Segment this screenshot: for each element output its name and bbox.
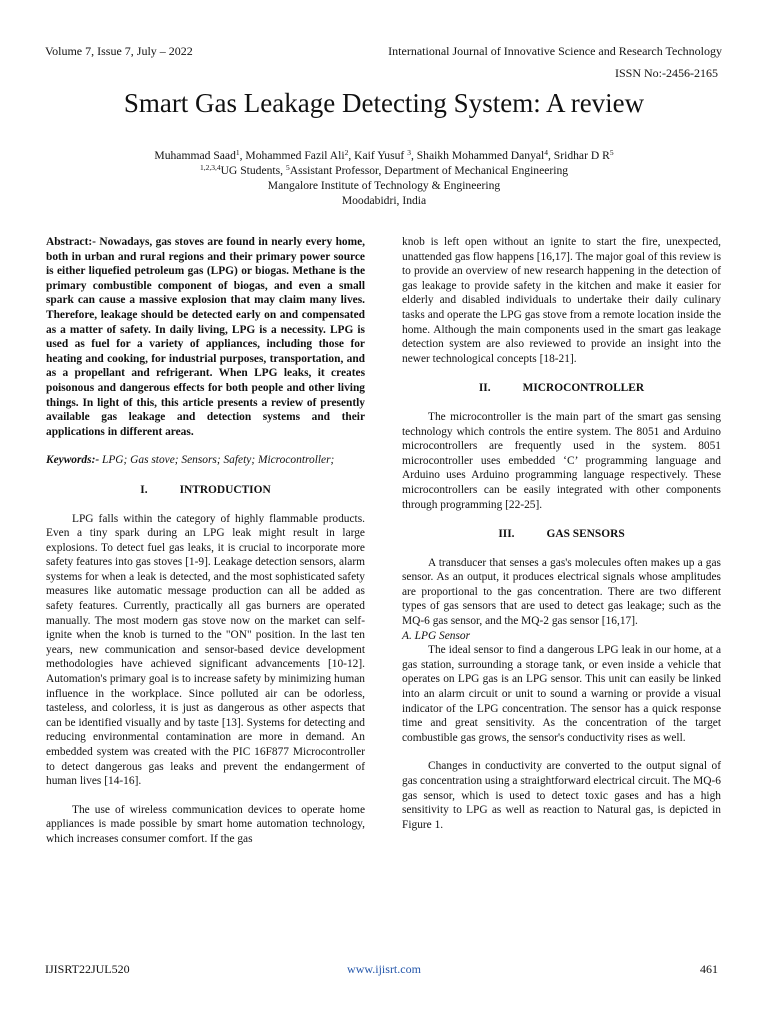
keywords: [46, 453, 365, 468]
affiliation-sup: 5: [285, 163, 290, 172]
volume-info: Volume 7, Issue 7, July – 2022: [45, 44, 193, 58]
intro-paragraph-1: LPG falls within the category of highly flammable products. Even a tiny spark during an LPG leak might result in large explosions. To detect fuel gas leaks, it is crucial to incorporate more safety features into gas stoves [1-9]. Leakage detection sensors, alarm systems for when a leak is detected, and the most sophisticated safety measures like automatic message production can all be added as safety features. Currently, practically all gas burners are operated manually. The most modern gas stove now on the market can self-ignite when the knob is turned to the "ON" position. In the last ten years, new communication and sensor-based device development methodologies have achieved significant advancements [10-12]. Automation's primary goal is to increase safety by minimizing human influence in the workplace. Since polluted air can be odorless, tasteless, and colorless, it is just as dangerous as other aspects that can be identified visually and by taste [13]. Systems for detecting and reducing environmental contamination are more in demand. An embedded system was created with the PIC 16F877 Microcontroller to detect dangerous gas leaks and prevent the endangerment of human lives [14-16].: [46, 512, 365, 788]
author-name: , Shaikh Mohammed Danyal: [410, 149, 545, 162]
left-column: [46, 235, 365, 847]
affiliation: [0, 163, 768, 178]
issn: ISSN No:-2456-2165: [614, 66, 718, 80]
page-number: 461: [700, 962, 718, 976]
section-title: INTRODUCTION: [179, 483, 271, 496]
section-number: II.: [478, 382, 491, 395]
author-sup: 5: [609, 148, 614, 157]
author-block: [0, 148, 768, 208]
author-sup: 1: [235, 148, 240, 157]
author-name: Muhammad Saad: [154, 149, 236, 162]
author-name: , Sridhar D R: [548, 149, 610, 162]
intro-continued: knob is left open without an ignite to start the fire, unexpected, unattended gas flow happens [16,17]. The major goal of this review is to provide an overview of new research happening in the detection of gas leakage to provide safety in the kitchen and make it easier for elderly and disabled individuals to undertake their daily culinary tasks and operate the LPG gas stove from a remote location inside the home. Although the main components used in the smart gas leakage detection system are also reviewed to provide an insight into the newer technological concepts [18-21].: [402, 236, 721, 365]
author-name: , Mohammed Fazil Ali: [239, 149, 345, 162]
right-column: [402, 235, 721, 832]
lpg-paragraph-1: The ideal sensor to find a dangerous LPG leak in our home, at a gas station, surrounding a storage tank, or even inside a vehicle that operates on LPG gas is an LPG sensor. This unit can easily be linked into an alarm circuit or unit to sound a warning or provide a visual indicator of the LPG concentration. The sensor has a quick response time and great sensitivity. As the concentration of the target combustible gas grows, the sensor's conductivity rises as well.: [402, 644, 721, 744]
lpg-paragraph-2: Changes in conductivity are converted to the output signal of gas concentration using a straightforward electrical circuit. The MQ-6 gas sensor, which is used to detect toxic gases and has a high sensitivity to LPG as well as reaction to Natural gas, is depicted in Figure 1.: [402, 760, 721, 831]
section-title: MICROCONTROLLER: [522, 382, 645, 395]
abstract: Abstract:- Nowadays, gas stoves are found in nearly every home, both in urban and rural regions and their primary power source is either liquefied petroleum gas (LPG) or biogas. Methane is the primary combustible component of biogas, and even a small spark can cause a massive explosion that may claim many lives. Therefore, leakage should be detected early on and compensated as a matter of safety. In daily living, LPG is a necessity. LPG is used as fuel for a variety of appliances, including those for heating and cooking, for industrial purposes, transportation, and as a propellant and refrigerant. When LPG leaks, it creates poisonous and dangerous effects for both people and other living things. In light of this, this article presents a review of presently available gas leakage and detection systems and their applications in different areas.: [46, 236, 365, 438]
journal-url-link[interactable]: www.ijisrt.com: [347, 962, 421, 976]
affiliation-sup: 1,2,3,4: [199, 163, 221, 172]
author-sup: 4: [544, 148, 548, 157]
section-title: GAS SENSORS: [546, 528, 625, 541]
section-heading-microcontroller: [402, 381, 721, 396]
section-number: I.: [140, 483, 148, 496]
keywords-text: LPG; Gas stove; Sensors; Safety; Microcontroller;: [99, 454, 335, 467]
location: Moodabidri, India: [341, 194, 427, 207]
intro-paragraph-2: The use of wireless communication devices to operate home appliances is made possible by smart home automation technology, which increases consumer comfort. If the gas: [46, 803, 365, 845]
section-heading-gas-sensors: [402, 527, 721, 542]
keywords-label: Keywords:-: [46, 454, 100, 467]
paper-title: Smart Gas Leakage Detecting System: A review: [123, 88, 645, 118]
author-sup: 3: [407, 148, 411, 157]
section-heading-introduction: [46, 483, 365, 498]
author-list: [0, 148, 768, 163]
author-sup: 2: [344, 148, 349, 157]
author-name: , Kaif Yusuf: [348, 149, 408, 162]
gas-sensors-paragraph: A transducer that senses a gas's molecules often makes up a gas sensor. As an output, it produces electrical signals whose amplitudes are proportional to the gas concentration. There are two different types of gas sensors that are used to detect gas leakage; such as the MQ-6 gas sensor, and the MQ-2 gas sensor [16,17].: [402, 556, 721, 628]
subsection-heading-lpg-sensor: A. LPG Sensor: [402, 629, 471, 642]
affiliation-text: UG Students,: [220, 164, 286, 177]
paper-code: IJISRT22JUL520: [45, 962, 130, 976]
journal-name: International Journal of Innovative Science and Research Technology: [388, 44, 722, 58]
institute: Mangalore Institute of Technology & Engineering: [267, 179, 501, 192]
microcontroller-paragraph: The microcontroller is the main part of the smart gas sensing technology which controls the entire system. The 8051 and Arduino microcontrollers are frequently used in the system. 8051 microcontroller uses embedded ‘C’ programming language and Arduino uses Arduino programming language respectively. These microcontrollers can be easily integrated with other components through programming [22-25].: [402, 410, 721, 511]
affiliation-text: Assistant Professor, Department of Mechanical Engineering: [289, 164, 569, 177]
section-number: III.: [498, 528, 515, 541]
